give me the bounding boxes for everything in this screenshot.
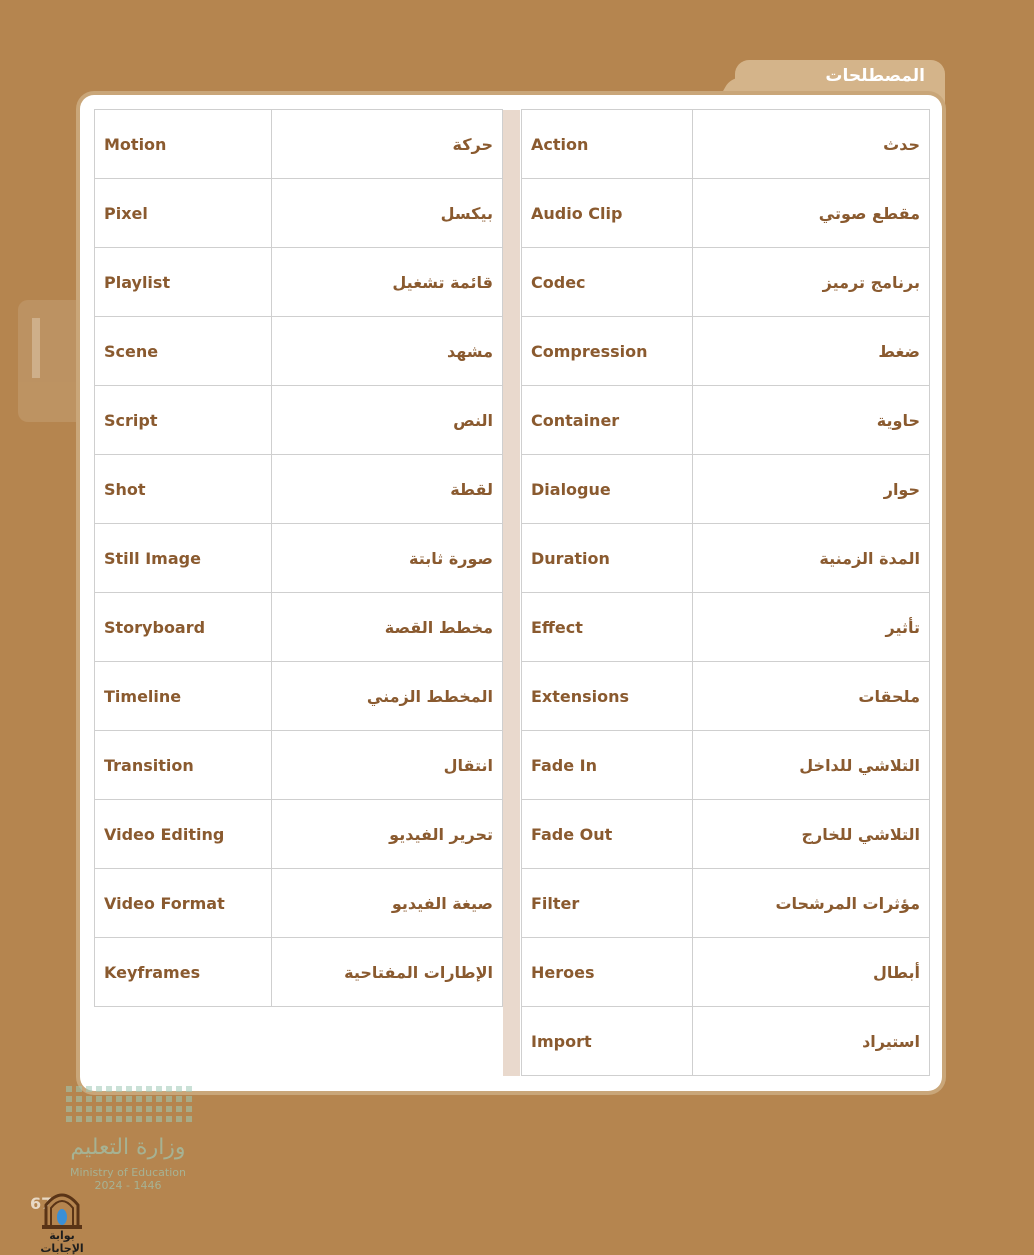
logo-dot — [96, 1096, 102, 1102]
logo-dot — [76, 1086, 82, 1092]
glossary-row — [522, 179, 930, 248]
logo-dot — [166, 1096, 172, 1102]
logo-dot — [106, 1106, 112, 1112]
term-english: Import — [522, 1007, 693, 1076]
term-english: Dialogue — [522, 455, 693, 524]
glossary-row — [95, 524, 503, 593]
glossary-row — [95, 593, 503, 662]
term-english: Pixel — [95, 179, 272, 248]
logo-dot — [126, 1106, 132, 1112]
logo-dot — [136, 1096, 142, 1102]
logo-dot — [166, 1116, 172, 1122]
term-english: Keyframes — [95, 938, 272, 1007]
term-arabic: النص — [272, 386, 503, 455]
logo-dot — [156, 1096, 162, 1102]
logo-dot — [106, 1086, 112, 1092]
glossary-table-right — [521, 109, 930, 1076]
term-english: Transition — [95, 731, 272, 800]
term-english: Codec — [522, 248, 693, 317]
logo-dot — [186, 1086, 192, 1092]
logo-dot — [186, 1096, 192, 1102]
answers-portal-caption: بوابة الإجابات — [40, 1229, 84, 1255]
logo-dot — [96, 1086, 102, 1092]
logo-dot — [186, 1106, 192, 1112]
page-number: 67 — [30, 1194, 53, 1213]
term-english: Script — [95, 386, 272, 455]
section-title: المصطلحات — [825, 66, 925, 86]
term-arabic: المخطط الزمني — [272, 662, 503, 731]
glossary-row — [95, 386, 503, 455]
logo-dot — [126, 1116, 132, 1122]
glossary-row — [522, 317, 930, 386]
term-arabic: الإطارات المفتاحية — [272, 938, 503, 1007]
glossary-row — [522, 938, 930, 1007]
logo-dot — [66, 1116, 72, 1122]
term-arabic: مؤثرات المرشحات — [693, 869, 930, 938]
term-english: Duration — [522, 524, 693, 593]
term-english: Shot — [95, 455, 272, 524]
logo-dot — [66, 1096, 72, 1102]
ministry-logo — [60, 1080, 200, 1200]
glossary-row — [95, 869, 503, 938]
term-english: Scene — [95, 317, 272, 386]
term-arabic: مشهد — [272, 317, 503, 386]
glossary-row — [522, 800, 930, 869]
watermark-logo — [18, 300, 82, 422]
term-english: Effect — [522, 593, 693, 662]
term-english: Filter — [522, 869, 693, 938]
term-arabic: حاوية — [693, 386, 930, 455]
term-arabic: قائمة تشغيل — [272, 248, 503, 317]
term-arabic: صورة ثابتة — [272, 524, 503, 593]
term-english: Video Format — [95, 869, 272, 938]
ministry-year: 2024 - 1446 — [94, 1179, 162, 1192]
term-arabic: استيراد — [693, 1007, 930, 1076]
logo-dot — [96, 1116, 102, 1122]
term-arabic: حركة — [272, 110, 503, 179]
ministry-name-en-text: Ministry of Education — [69, 1166, 186, 1179]
portal-arch-icon — [28, 1185, 96, 1229]
term-english: Motion — [95, 110, 272, 179]
logo-dot — [166, 1086, 172, 1092]
term-arabic: بيكسل — [272, 179, 503, 248]
answers-portal-logo — [28, 1185, 96, 1255]
logo-dot — [116, 1096, 122, 1102]
logo-dot — [176, 1096, 182, 1102]
logo-dot — [156, 1116, 162, 1122]
logo-dot — [76, 1096, 82, 1102]
glossary-row — [95, 110, 503, 179]
glossary-row — [522, 455, 930, 524]
logo-dot — [136, 1086, 142, 1092]
glossary-row — [95, 317, 503, 386]
logo-dot — [136, 1106, 142, 1112]
term-english: Compression — [522, 317, 693, 386]
glossary-row — [522, 662, 930, 731]
term-arabic: تأثير — [693, 593, 930, 662]
logo-dot — [156, 1086, 162, 1092]
logo-dot — [106, 1116, 112, 1122]
logo-dot — [66, 1086, 72, 1092]
logo-dot — [176, 1116, 182, 1122]
glossary-row — [522, 1007, 930, 1076]
term-english: Container — [522, 386, 693, 455]
term-english: Video Editing — [95, 800, 272, 869]
logo-dot — [136, 1116, 142, 1122]
logo-dot — [116, 1116, 122, 1122]
term-arabic: حوار — [693, 455, 930, 524]
term-arabic: التلاشي للداخل — [693, 731, 930, 800]
ministry-dots-icon — [62, 1082, 196, 1126]
term-english: Action — [522, 110, 693, 179]
logo-dot — [186, 1116, 192, 1122]
glossary-row — [522, 731, 930, 800]
term-english: Fade In — [522, 731, 693, 800]
logo-dot — [126, 1096, 132, 1102]
logo-dot — [86, 1086, 92, 1092]
glossary-row — [522, 869, 930, 938]
logo-dot — [106, 1096, 112, 1102]
term-english: Audio Clip — [522, 179, 693, 248]
logo-dot — [66, 1106, 72, 1112]
logo-dot — [176, 1086, 182, 1092]
glossary-row — [522, 524, 930, 593]
term-english: Still Image — [95, 524, 272, 593]
logo-dot — [146, 1096, 152, 1102]
term-arabic: برنامج ترميز — [693, 248, 930, 317]
glossary-row — [95, 800, 503, 869]
logo-dot — [76, 1116, 82, 1122]
term-arabic: مقطع صوتي — [693, 179, 930, 248]
term-arabic: لقطة — [272, 455, 503, 524]
glossary-row — [95, 248, 503, 317]
glossary-row — [95, 731, 503, 800]
column-divider — [503, 110, 520, 1076]
glossary-row — [522, 248, 930, 317]
logo-dot — [146, 1086, 152, 1092]
glossary-row — [95, 179, 503, 248]
logo-dot — [166, 1106, 172, 1112]
logo-dot — [126, 1086, 132, 1092]
logo-dot — [86, 1096, 92, 1102]
term-arabic: ضغط — [693, 317, 930, 386]
term-english: Playlist — [95, 248, 272, 317]
logo-dot — [146, 1106, 152, 1112]
term-arabic: أبطال — [693, 938, 930, 1007]
logo-dot — [146, 1116, 152, 1122]
term-english: Extensions — [522, 662, 693, 731]
term-arabic: ملحقات — [693, 662, 930, 731]
glossary-row — [95, 662, 503, 731]
term-arabic: صيغة الفيديو — [272, 869, 503, 938]
glossary-row — [522, 110, 930, 179]
glossary-row — [522, 593, 930, 662]
term-english: Storyboard — [95, 593, 272, 662]
term-arabic: حدث — [693, 110, 930, 179]
logo-dot — [156, 1106, 162, 1112]
logo-dot — [86, 1106, 92, 1112]
term-english: Fade Out — [522, 800, 693, 869]
term-english: Timeline — [95, 662, 272, 731]
logo-dot — [176, 1106, 182, 1112]
glossary-row — [522, 386, 930, 455]
term-arabic: مخطط القصة — [272, 593, 503, 662]
logo-dot — [76, 1106, 82, 1112]
glossary-card — [80, 95, 942, 1091]
logo-dot — [116, 1086, 122, 1092]
logo-dot — [116, 1106, 122, 1112]
term-arabic: تحرير الفيديو — [272, 800, 503, 869]
glossary-table-left — [94, 109, 503, 1007]
logo-dot — [96, 1106, 102, 1112]
term-arabic: المدة الزمنية — [693, 524, 930, 593]
ministry-name-ar: وزارة التعليم — [70, 1135, 186, 1160]
term-arabic: انتقال — [272, 731, 503, 800]
glossary-row — [95, 938, 503, 1007]
term-arabic: التلاشي للخارج — [693, 800, 930, 869]
glossary-row — [95, 455, 503, 524]
logo-dot — [86, 1116, 92, 1122]
term-english: Heroes — [522, 938, 693, 1007]
